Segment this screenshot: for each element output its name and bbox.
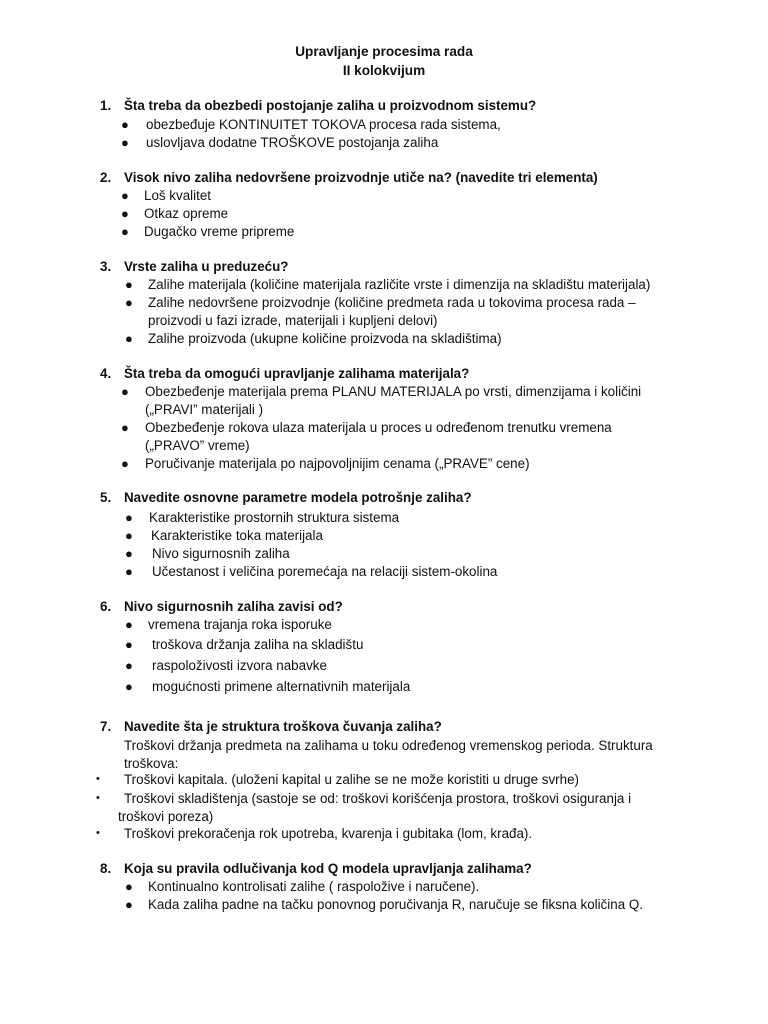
question-number: 7. (100, 719, 112, 734)
list-item-continuation: („PRAVI” materijali ) (145, 402, 264, 417)
list-item: vremena trajanja roka isporuke (148, 617, 332, 632)
list-item: Zalihe nedovršene proizvodnje (količine predmeta rada u tokovima procesa rada – (148, 295, 636, 310)
question-2 (100, 170, 740, 185)
question-1 (100, 98, 740, 113)
question-text: Koja su pravila odlučivanja kod Q modela upravljanja zalihama? (124, 861, 532, 876)
question-number: 4. (100, 366, 112, 381)
bullet-icon: ● (121, 224, 129, 239)
list-item: troškova držanja zaliha na skladištu (152, 637, 364, 652)
question-6 (100, 599, 740, 614)
list-item: Poručivanje materijala po najpovoljnijim cenama („PRAVE” cene) (145, 456, 530, 471)
question-4 (100, 366, 740, 381)
bullet-icon: ● (125, 564, 133, 579)
list-item: Karakteristike prostornih struktura sistema (149, 510, 400, 525)
question-text: Šta treba da obezbedi postojanje zaliha u proizvodnom sistemu? (124, 98, 537, 113)
bullet-icon: ● (121, 456, 129, 471)
question-number: 6. (100, 599, 112, 614)
list-item-continuation: troškovi poreza) (118, 809, 214, 824)
list-item: Dugačko vreme pripreme (144, 224, 295, 239)
question-3 (100, 259, 740, 274)
list-item: Kontinualno kontrolisati zalihe ( raspoložive i naručene). (148, 879, 480, 894)
bullet-icon: • (96, 773, 100, 785)
question-7 (100, 719, 740, 734)
list-item: obezbeđuje KONTINUITET TOKOVA procesa rada sistema, (146, 117, 501, 132)
question-text: Visok nivo zaliha nedovršene proizvodnje utiče na? (navedite tri elementa) (124, 170, 598, 185)
list-item: raspoloživosti izvora nabavke (152, 658, 327, 673)
question-intro: Troškovi držanja predmeta na zalihama u toku određenog vremenskog perioda. Struktura (124, 738, 653, 753)
list-item: uslovljava dodatne TROŠKOVE postojanja zaliha (146, 135, 439, 150)
list-item: Loš kvalitet (144, 188, 211, 203)
bullet-icon: ● (125, 295, 133, 310)
bullet-icon: ● (121, 188, 129, 203)
list-item: Karakteristike toka materijala (151, 528, 323, 543)
question-intro: troškova: (124, 756, 179, 771)
list-item: Otkaz opreme (144, 206, 229, 221)
bullet-icon: ● (121, 420, 129, 435)
bullet-icon: ● (125, 617, 133, 632)
list-item: Kada zaliha padne na tačku ponovnog poručivanja R, naručuje se fiksna količina Q. (148, 897, 644, 912)
bullet-icon: ● (121, 135, 129, 150)
document-subtitle: II kolokvijum (342, 63, 426, 78)
list-item: Troškovi skladištenja (sastoje se od: troškovi korišćenja prostora, troškovi osiguranja i (124, 791, 632, 806)
bullet-icon: ● (125, 510, 133, 525)
list-item-continuation: proizvodi u fazi izrade, materijali i kupljeni delovi) (148, 313, 438, 328)
question-number: 8. (100, 861, 112, 876)
list-item: Zalihe materijala (količine materijala različite vrste i dimenzija na skladištu materijala) (148, 277, 651, 292)
question-text: Navedite šta je struktura troškova čuvanja zaliha? (124, 719, 442, 734)
list-item: mogućnosti primene alternativnih materijala (152, 679, 411, 694)
bullet-icon: ● (125, 637, 133, 652)
bullet-icon: ● (125, 897, 133, 912)
list-item: Troškovi kapitala. (uloženi kapital u zalihe se ne može koristiti u druge svrhe) (124, 772, 579, 787)
list-item: Obezbeđenje materijala prema PLANU MATERIJALA po vrsti, dimenzijama i količini (145, 384, 642, 399)
list-item: Učestanost i veličina poremećaja na relaciji sistem-okolina (152, 564, 498, 579)
bullet-icon: ● (125, 528, 133, 543)
question-number: 1. (100, 98, 112, 113)
question-number: 5. (100, 490, 112, 505)
bullet-icon: ● (121, 206, 129, 221)
list-item: Obezbeđenje rokova ulaza materijala u proces u određenom trenutku vremena (145, 420, 612, 435)
bullet-icon: ● (125, 277, 133, 292)
question-5 (100, 490, 740, 505)
question-text: Šta treba da omogući upravljanje zalihama materijala? (124, 366, 470, 381)
bullet-icon: ● (125, 546, 133, 561)
bullet-icon: ● (125, 331, 133, 346)
bullet-icon: ● (125, 658, 133, 673)
list-item: Troškovi prekoračenja rok upotreba, kvarenja i gubitaka (lom, krađa). (124, 826, 533, 841)
document-title: Upravljanje procesima rada (295, 44, 473, 59)
question-text: Vrste zaliha u preduzeću? (124, 259, 289, 274)
bullet-icon: • (96, 827, 100, 839)
question-8 (100, 861, 740, 876)
bullet-icon: ● (121, 384, 129, 399)
question-text: Nivo sigurnosnih zaliha zavisi od? (124, 599, 343, 614)
question-text: Navedite osnovne parametre modela potrošnje zaliha? (124, 490, 472, 505)
list-item: Nivo sigurnosnih zaliha (152, 546, 290, 561)
question-number: 3. (100, 259, 112, 274)
bullet-icon: ● (121, 117, 129, 132)
list-item: Zalihe proizvoda (ukupne količine proizvoda na skladištima) (148, 331, 502, 346)
bullet-icon: ● (125, 879, 133, 894)
bullet-icon: • (96, 792, 100, 804)
bullet-icon: ● (125, 679, 133, 694)
list-item-continuation: („PRAVO” vreme) (145, 438, 250, 453)
question-number: 2. (100, 170, 112, 185)
